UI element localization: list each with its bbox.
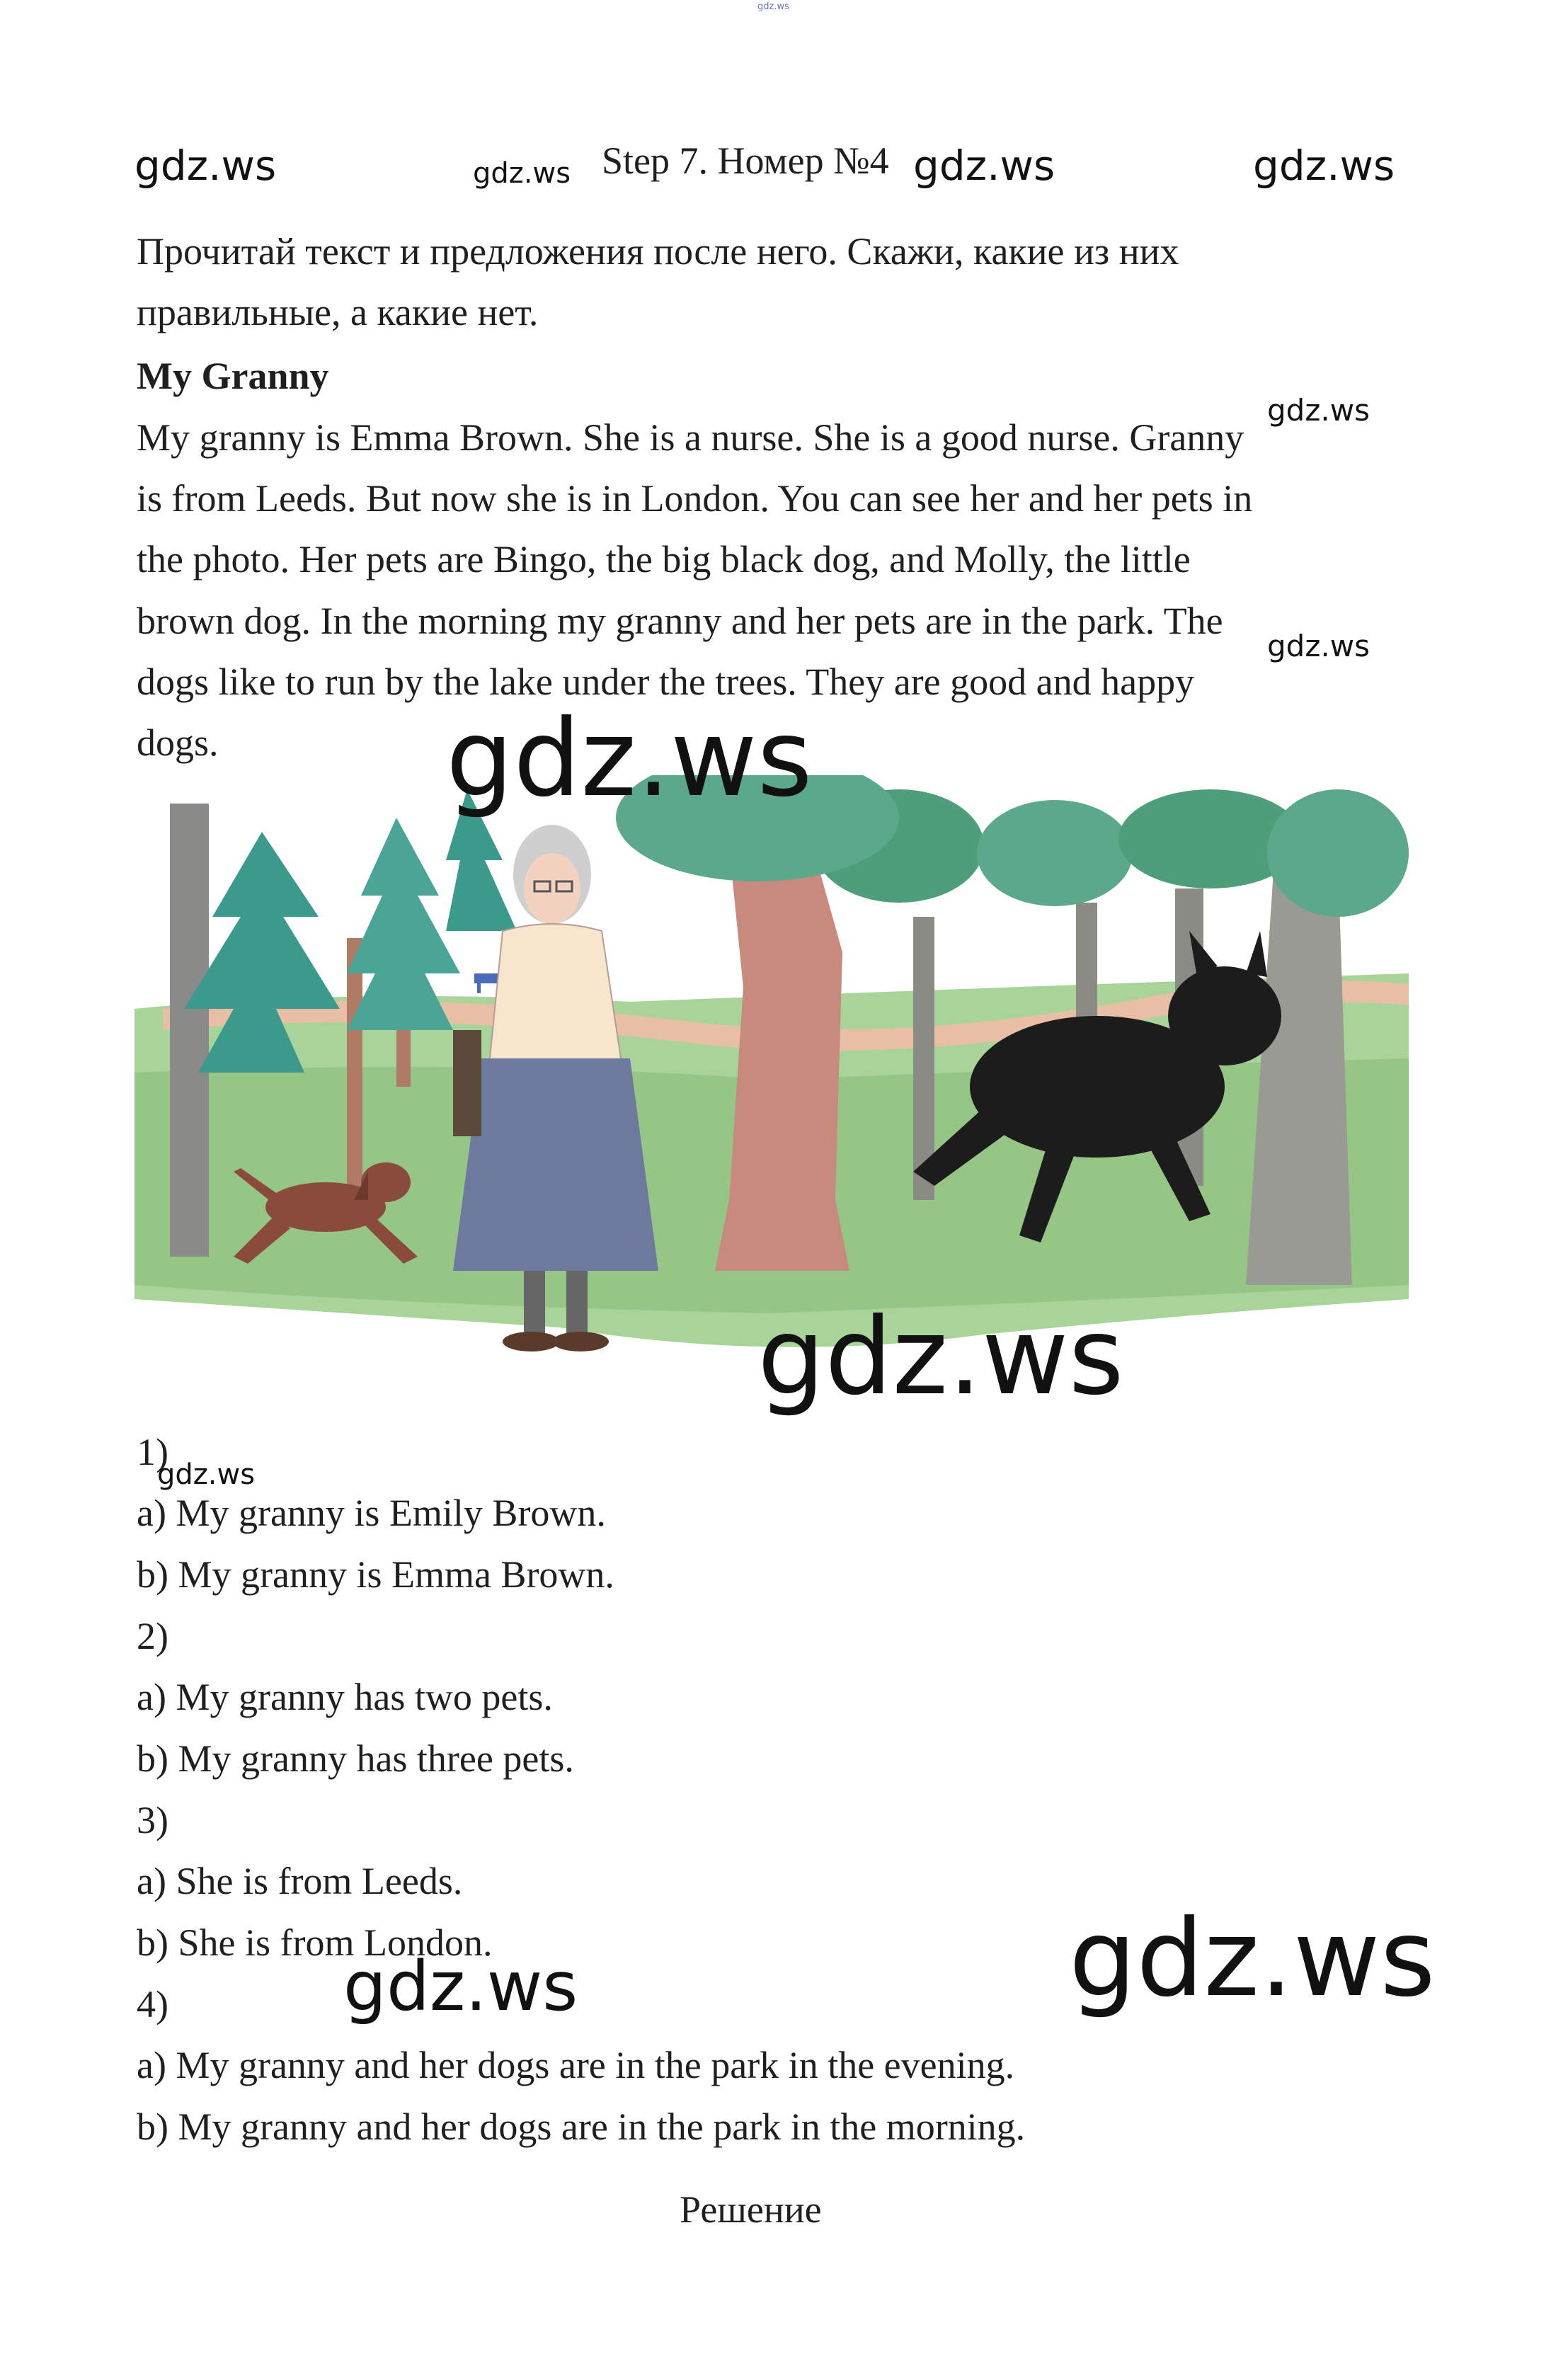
watermark: gdz.ws <box>343 1947 578 2026</box>
story-line: dogs like to run by the lake under the trees. They are good and happy <box>137 661 1195 703</box>
option-b: b) She is from London. <box>137 1921 493 1964</box>
story-line: the photo. Her pets are Bingo, the big black dog, and Molly, the little <box>137 538 1191 581</box>
task-instruction-line: Прочитай текст и предложения после него. Скажи, какие из них <box>137 230 1179 273</box>
question-number: 4) <box>137 1983 168 2025</box>
question-number: 2) <box>137 1615 168 1657</box>
park-illustration <box>135 775 1409 1384</box>
question-number: 3) <box>137 1799 168 1841</box>
watermark: gdz.ws <box>757 1296 1124 1419</box>
watermark: gdz.ws <box>446 697 813 821</box>
option-a: a) My granny is Emily Brown. <box>137 1492 606 1534</box>
watermark: gdz.ws <box>1253 142 1395 190</box>
option-a: a) My granny has two pets. <box>137 1676 553 1718</box>
watermark: gdz.ws <box>1069 1897 1436 2021</box>
option-b: b) My granny has three pets. <box>137 1737 574 1780</box>
option-b: b) My granny is Emma Brown. <box>137 1553 614 1596</box>
watermark: gdz.ws <box>913 142 1055 190</box>
option-a: a) She is from Leeds. <box>137 1860 463 1902</box>
story-line: dogs. <box>137 721 219 764</box>
question-number: 1) <box>137 1431 168 1473</box>
story-line: brown dog. In the morning my granny and her pets are in the park. The <box>137 600 1223 642</box>
story-line: is from Leeds. But now she is in London. You can see her and her pets in <box>137 477 1253 520</box>
watermark: gdz.ws <box>157 1458 256 1491</box>
watermark: gdz.ws <box>473 157 571 190</box>
option-b: b) My granny and her dogs are in the park in the morning. <box>137 2105 1026 2148</box>
solution-label: Решение <box>680 2188 822 2231</box>
watermark: gdz.ws <box>1267 629 1370 663</box>
option-a: a) My granny and her dogs are in the park in the evening. <box>137 2044 1015 2086</box>
watermark: gdz.ws <box>1267 393 1370 428</box>
story-title: My Granny <box>137 355 329 397</box>
page-title: Step 7. Номер №4 <box>602 139 889 182</box>
watermark: gdz.ws <box>135 142 277 190</box>
top-watermark: gdz.ws <box>757 1 789 12</box>
story-line: My granny is Emma Brown. She is a nurse. She is a good nurse. Granny <box>137 416 1244 459</box>
task-instruction-line: правильные, а какие нет. <box>137 291 539 333</box>
